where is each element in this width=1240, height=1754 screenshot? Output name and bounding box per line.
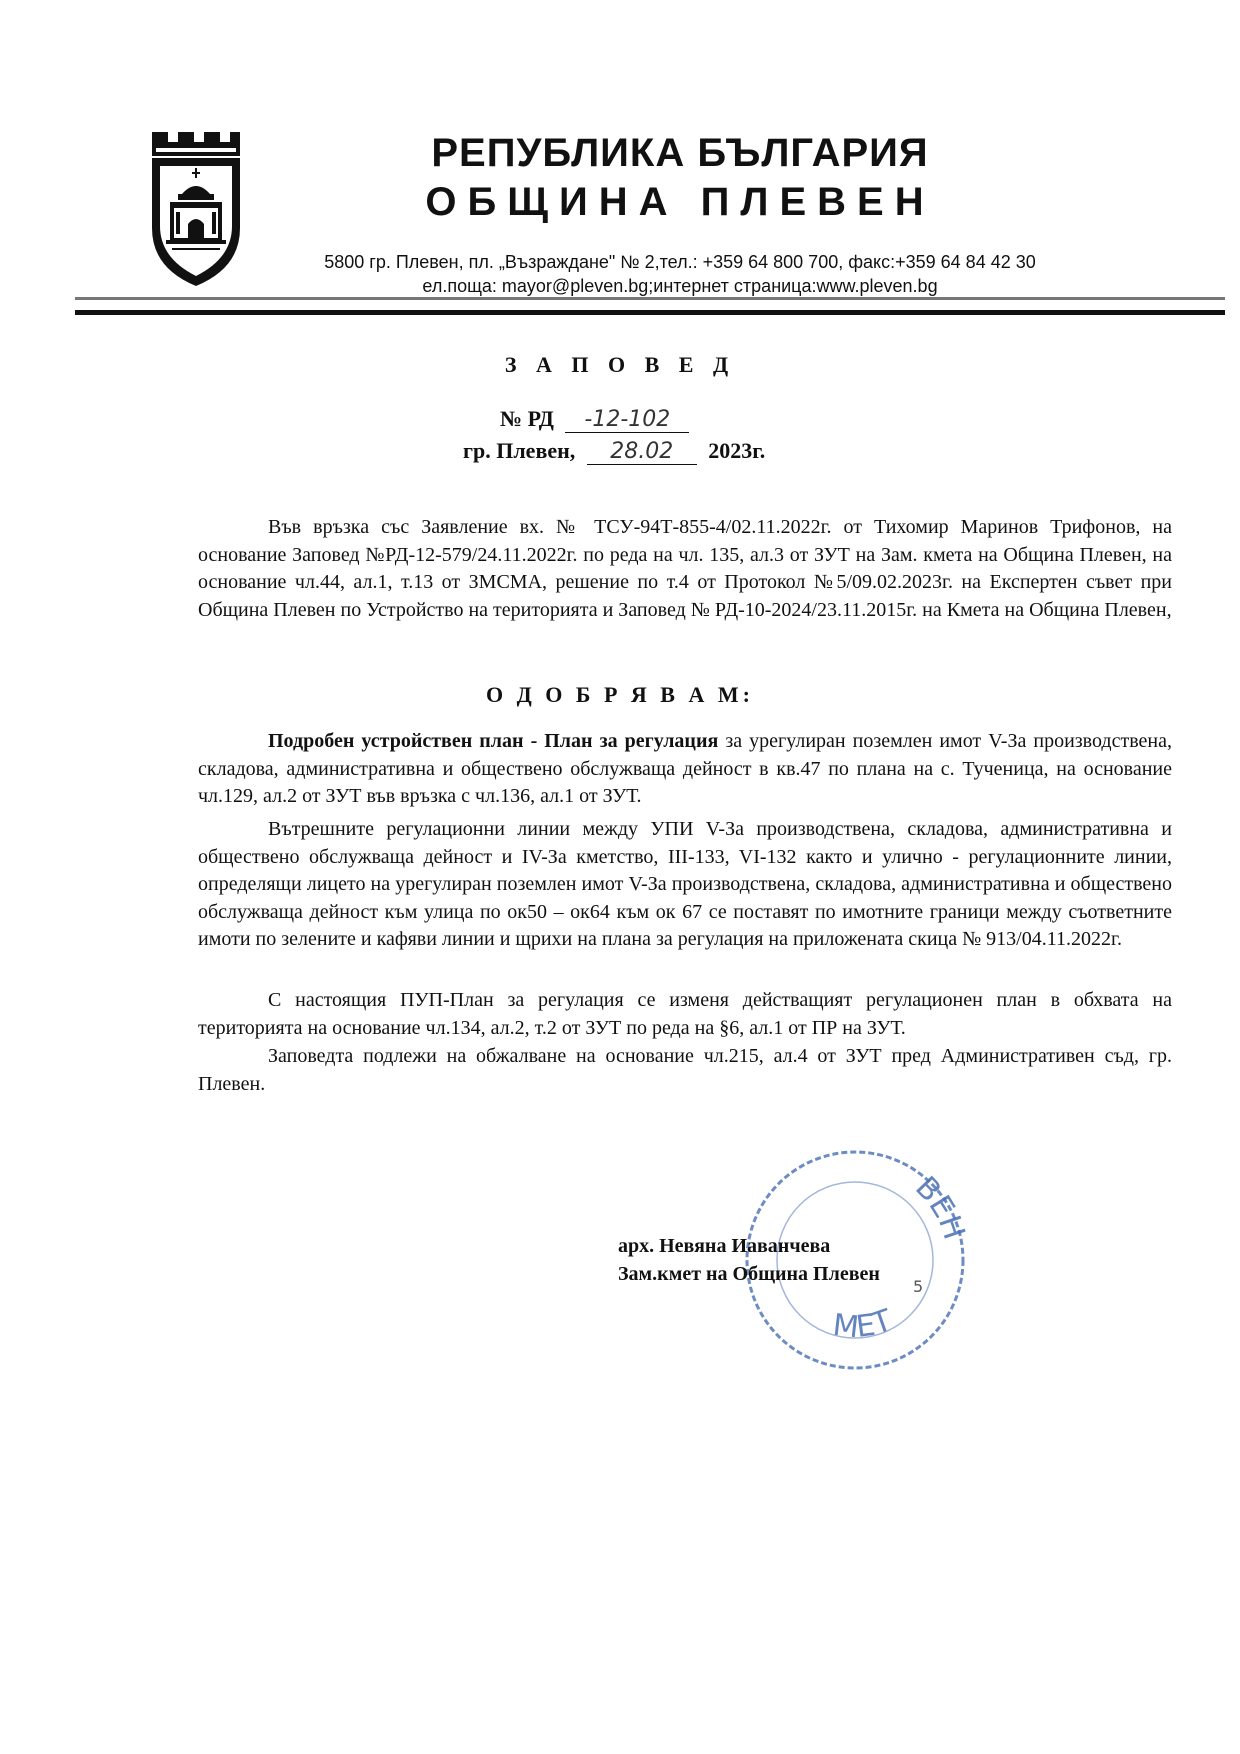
municipality-name: ОБЩИНА ПЛЕВЕН: [425, 180, 935, 224]
order-title: З А П О В Е Д: [504, 352, 736, 377]
plan-paragraph-bold: Подробен устройствен план - План за регулация: [268, 730, 719, 752]
intro-paragraph: Във връзка със Заявление вх. № ТСУ-94Т-855-4/02.11.2022г. от Тихомир Маринов Трифонов, на основание Заповед №РД-12-579/24.11.2022г. по реда на чл. 135, ал.3 от ЗУТ на Зам. кмета на Община Плевен, на основание чл.44, ал.1, т.13 от ЗМСМА, решение по т.4 от Протокол №5/09.02.2023г. на Експертен съвет при Община Плевен по Устройство на територията и Заповед № РД-10-2024/23.11.2015г. на Кмета на Община Плевен,: [198, 516, 1172, 621]
order-number: [500, 406, 689, 433]
header-title: [380, 130, 980, 226]
order-date-handwritten: 28.02: [587, 440, 697, 465]
address-line: 5800 гр. Плевен, пл. „Възраждане" № 2,тел.: +359 64 800 700, факс:+359 64 84 42 30: [324, 252, 1036, 272]
regulation-lines-paragraph: Вътрешните регулационни линии между УПИ V-За производствена, складова, административна и обществено обслужваща дейност и IV-За кметство, III-133, VI-132 както и улично - регулационните линии, определящи лицето на урегулиран поземлен имот V-За производствена, складова, административна и обществено обслужваща дейност към улица по ок50 – ок64 към ок 67 се поставят по имотните граници между съответните имоти по зелените и кафяви линии и щрихи на плана за регулация на приложената скица № 913/04.11.2022г.: [198, 818, 1172, 950]
header-contacts: [270, 250, 1090, 298]
header-divider-thin: [75, 297, 1225, 300]
plan-paragraph: [198, 728, 1172, 811]
order-number-label: № РД: [500, 406, 554, 431]
stamp-digit: 5: [913, 1277, 924, 1296]
header-divider-thick: [75, 310, 1225, 315]
signatory-position: Зам.кмет на Община Плевен: [618, 1263, 880, 1285]
stamp-text-top: ВЕН: [908, 1169, 972, 1244]
country-name: РЕПУБЛИКА БЪЛГАРИЯ: [431, 131, 929, 175]
order-number-handwritten: -12-102: [565, 408, 689, 433]
amendment-paragraph: С настоящия ПУП-План за регулация се изменя действащият регулационен план в обхвата на територията на основание чл.134, ал.2, т.2 от ЗУТ по реда на §6, ал.1 от ПР на ЗУТ.: [198, 989, 1172, 1039]
stamp-text-bottom: МЕТ: [830, 1302, 897, 1346]
contact-line: ел.поща: mayor@pleven.bg;интернет страница:www.pleven.bg: [422, 276, 938, 296]
signature-block: [618, 1232, 880, 1288]
plan-paragraph-rest: за урегулиран поземлен имот V-За производствена, складова, административна и обществено обслужваща дейност в кв.47 по плана на с. Тученица, на основание чл.129, ал.2 от ЗУТ във връзка с чл.136, ал.1 от ЗУТ.: [198, 730, 1172, 807]
appeal-paragraph: Заповедта подлежи на обжалване на основание чл.215, ал.4 от ЗУТ пред Административен съд, гр. Плевен.: [198, 1045, 1172, 1095]
approve-heading: О Д О Б Р Я В А М:: [486, 682, 754, 707]
signatory-name: арх. Невяна Иаванчева: [618, 1235, 831, 1257]
order-date: [463, 438, 765, 465]
order-year: 2023г.: [708, 438, 766, 463]
pleven-coat-of-arms-icon: [148, 128, 244, 288]
order-place: гр. Плевен,: [463, 438, 576, 463]
